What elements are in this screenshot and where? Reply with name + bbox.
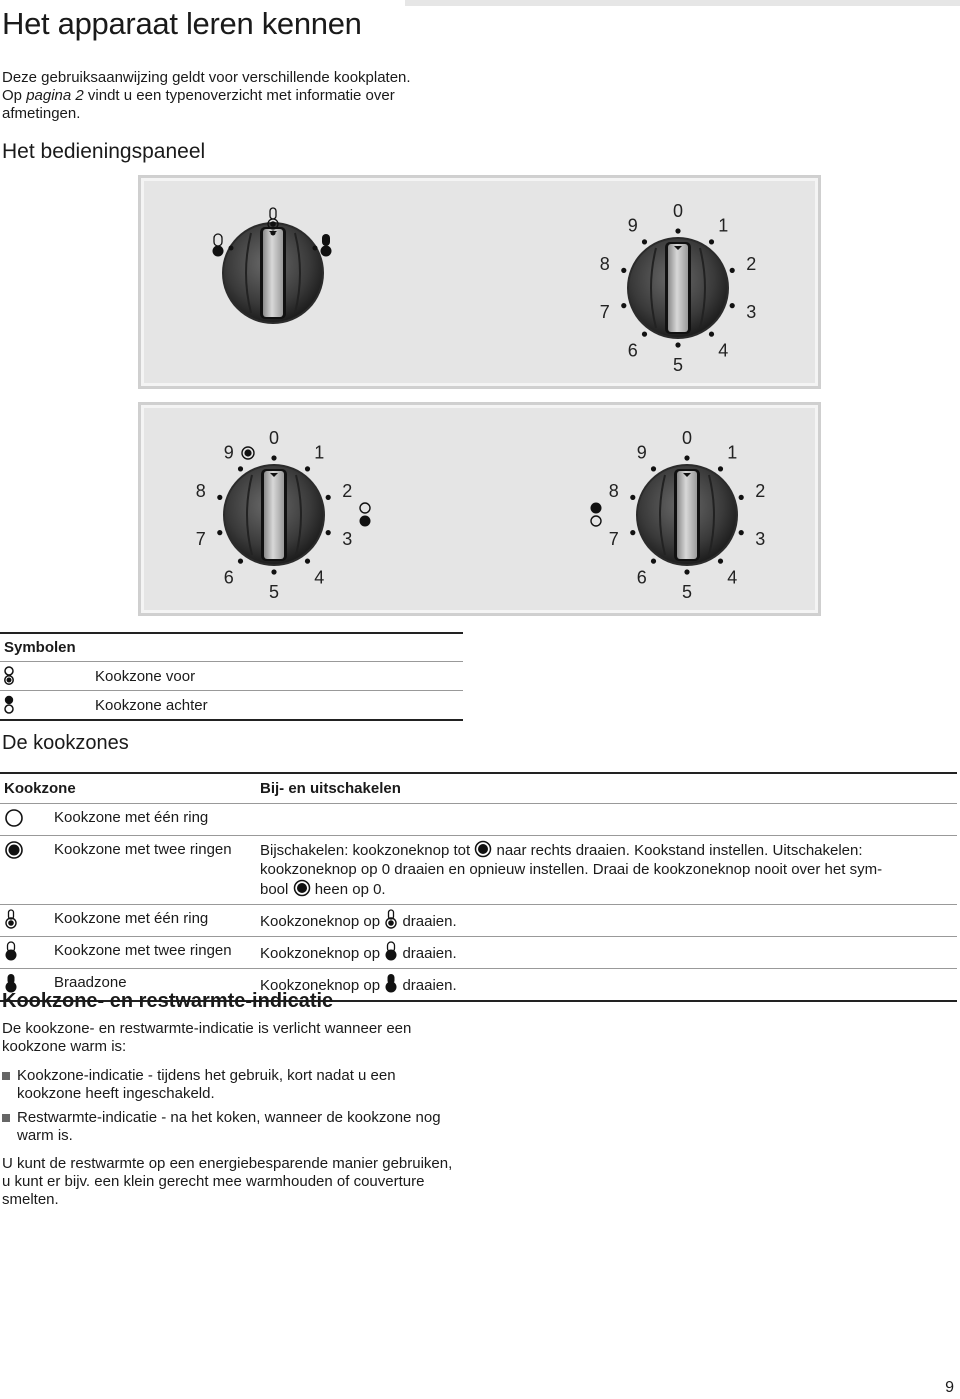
dial-dot	[739, 530, 744, 535]
zone-description	[259, 836, 957, 905]
desc-part: kookzoneknop op 0 draaien en opnieuw instellen. Draai de kookzoneknop nooit over het sym-	[260, 861, 883, 878]
control-panel-top	[139, 176, 820, 388]
dial-dot	[621, 268, 626, 273]
dial-dot	[651, 466, 656, 471]
dual-ring-switch-icon	[4, 941, 18, 961]
dial-dot	[238, 559, 243, 564]
dial-dot	[326, 495, 331, 500]
dial-dot	[621, 303, 626, 308]
bullet-square-icon	[2, 1114, 10, 1122]
symbols-table	[0, 632, 463, 721]
dial-number: 6	[627, 340, 638, 361]
control-panel-bottom-drawing	[141, 405, 818, 613]
dial-number: 8	[599, 254, 610, 275]
desc-part: draaien.	[402, 913, 457, 930]
dial-number: 7	[195, 528, 206, 549]
bullet-item	[2, 1109, 462, 1145]
dual-ring-icon	[244, 449, 251, 456]
zone-name: Kookzone met twee ringen	[53, 836, 259, 905]
intro-line-2-prefix: Op	[2, 87, 27, 104]
dial-number: 5	[268, 582, 280, 602]
zone-name: Braadzone	[53, 969, 259, 1002]
power-knob-bottom-right[interactable]	[591, 428, 766, 602]
roasting-zone-icon	[322, 234, 330, 246]
dial-dot	[684, 455, 689, 460]
dual-ring-switch-icon	[214, 234, 222, 246]
knob-grip	[264, 471, 284, 559]
page-reference-link[interactable]: pagina 2	[26, 87, 84, 104]
dial-number: 4	[314, 567, 325, 588]
page-number: 9	[945, 1379, 954, 1396]
zones-title: De kookzones	[2, 732, 129, 754]
dial-number: 5	[681, 582, 693, 602]
desc-part: draaien.	[402, 945, 457, 962]
front-zone-icon	[360, 503, 370, 513]
roasting-zone-icon	[384, 973, 398, 993]
zone-name: Kookzone met één ring	[53, 804, 259, 836]
zones-col-header-switching: Bij- en uitschakelen	[259, 773, 957, 804]
dial-dot	[313, 246, 318, 251]
dial-dot	[709, 332, 714, 337]
intro-line-2-suffix: vindt u een typenoverzicht met informatie over	[83, 87, 395, 104]
intro-line-3: afmetingen.	[2, 105, 81, 122]
dial-dot	[642, 239, 647, 244]
zones-table	[0, 772, 957, 1002]
dial-dot	[675, 228, 680, 233]
single-ring-switch-icon	[270, 208, 276, 219]
dial-number: 1	[718, 215, 729, 236]
symbols-heading: Symbolen	[0, 633, 463, 662]
dial-number: 8	[608, 481, 619, 502]
dial-number: 3	[755, 528, 766, 549]
dial-number: 9	[636, 442, 647, 463]
knob-grip	[263, 229, 283, 317]
dual-ring-icon	[474, 840, 492, 858]
desc-part: heen op 0.	[314, 881, 386, 898]
symbol-row	[0, 662, 463, 691]
switch-knob[interactable]	[213, 208, 332, 324]
rear-zone-icon	[591, 516, 601, 526]
dial-dot	[718, 559, 723, 564]
single-ring-switch-icon	[384, 909, 398, 929]
dial-number: 3	[342, 528, 353, 549]
zone-row	[0, 804, 957, 836]
dial-dot	[238, 466, 243, 471]
symbol-row	[0, 691, 463, 721]
zone-description	[259, 969, 957, 1002]
symbol-label: Kookzone achter	[94, 691, 463, 721]
zone-row	[0, 937, 957, 969]
intro-line-1: Deze gebruiksaanwijzing geldt voor verschillende kookplaten.	[2, 69, 411, 86]
dial-number: 1	[727, 442, 738, 463]
knob-grip	[677, 471, 697, 559]
rear-zone-icon	[591, 503, 602, 514]
dial-dot	[305, 466, 310, 471]
bullet-text: Restwarmte-indicatie - na het koken, wanneer de kookzone nog warm is.	[17, 1109, 441, 1144]
bullet-text: Kookzone-indicatie - tijdens het gebruik, kort nadat u een kookzone heeft ingeschakeld.	[17, 1067, 396, 1102]
desc-part: Bijschakelen: kookzoneknop tot	[260, 842, 471, 859]
front-zone-icon	[360, 516, 371, 527]
rear-zone-icon	[3, 695, 15, 715]
desc-part: Kookzoneknop op	[260, 977, 381, 994]
dial-number: 7	[608, 528, 619, 549]
dial-dot	[217, 530, 222, 535]
dial-number: 2	[755, 481, 766, 502]
dial-number: 0	[681, 428, 693, 448]
dial-dot	[651, 559, 656, 564]
dial-number: 4	[718, 340, 729, 361]
dial-number: 8	[195, 481, 206, 502]
dial-number: 6	[636, 567, 647, 588]
intro-paragraph	[2, 69, 462, 123]
zones-col-header-zone: Kookzone	[0, 773, 259, 804]
control-panel-top-drawing	[141, 178, 818, 386]
dial-number: 9	[627, 215, 638, 236]
dial-number: 2	[342, 481, 353, 502]
dial-number: 1	[314, 442, 325, 463]
dial-number: 4	[727, 567, 738, 588]
front-zone-icon	[3, 666, 15, 686]
control-panel-bottom	[139, 403, 820, 615]
desc-part: Kookzoneknop op	[260, 945, 381, 962]
zone-name: Kookzone met één ring	[53, 905, 259, 937]
dial-dot	[271, 455, 276, 460]
knob-grip	[668, 244, 688, 332]
dual-ring-icon	[4, 840, 24, 860]
dial-dot	[271, 569, 276, 574]
dial-number: 3	[746, 301, 757, 322]
dial-dot	[305, 559, 310, 564]
dial-number: 7	[599, 301, 610, 322]
zone-description	[259, 937, 957, 969]
dial-dot	[229, 246, 234, 251]
dial-number: 5	[672, 355, 684, 375]
dial-number: 2	[746, 254, 757, 275]
bullet-item	[2, 1067, 462, 1103]
single-ring-icon	[4, 808, 24, 828]
dial-number: 0	[672, 201, 684, 221]
desc-part: draaien.	[402, 977, 457, 994]
indicator-outro: U kunt de restwarmte op een energiebesparende manier gebruiken, u kunt er bijv. een klein gerecht mee warmhouden of couverture smelten.	[2, 1155, 453, 1208]
roasting-zone-icon	[321, 246, 332, 257]
desc-part: Kookzoneknop op	[260, 913, 381, 930]
symbol-label: Kookzone voor	[94, 662, 463, 691]
dual-ring-icon	[293, 879, 311, 897]
control-panel-title: Het bedieningspaneel	[2, 140, 206, 163]
dial-dot	[739, 495, 744, 500]
dial-dot	[709, 239, 714, 244]
dial-dot	[271, 231, 276, 236]
dial-dot	[630, 495, 635, 500]
dial-dot	[730, 303, 735, 308]
dial-dot	[730, 268, 735, 273]
power-knob-top-right[interactable]	[600, 201, 756, 375]
dial-number: 0	[268, 428, 280, 448]
dial-dot	[675, 342, 680, 347]
power-knob-bottom-left[interactable]	[196, 428, 371, 602]
single-ring-switch-icon	[4, 909, 18, 929]
zone-row	[0, 836, 957, 905]
dial-dot	[684, 569, 689, 574]
dual-ring-switch-icon	[384, 941, 398, 961]
dial-number: 9	[223, 442, 234, 463]
dial-number: 6	[223, 567, 234, 588]
zone-description	[259, 905, 957, 937]
dial-dot	[718, 466, 723, 471]
single-ring-switch-icon	[270, 221, 276, 227]
dual-ring-switch-icon	[213, 246, 224, 257]
indicator-title: Kookzone- en restwarmte-indicatie	[2, 990, 334, 1012]
desc-part: naar rechts draaien. Kookstand instellen. Uitschakelen:	[496, 842, 863, 859]
dial-dot	[217, 495, 222, 500]
dial-dot	[642, 332, 647, 337]
top-rule	[405, 0, 960, 6]
indicator-intro: De kookzone- en restwarmte-indicatie is verlicht wanneer een kookzone warm is:	[2, 1020, 412, 1055]
desc-part: bool	[260, 881, 289, 898]
zone-name: Kookzone met twee ringen	[53, 937, 259, 969]
dial-dot	[630, 530, 635, 535]
dial-dot	[326, 530, 331, 535]
bullet-square-icon	[2, 1072, 10, 1080]
zone-row	[0, 905, 957, 937]
page-title: Het apparaat leren kennen	[2, 6, 362, 41]
